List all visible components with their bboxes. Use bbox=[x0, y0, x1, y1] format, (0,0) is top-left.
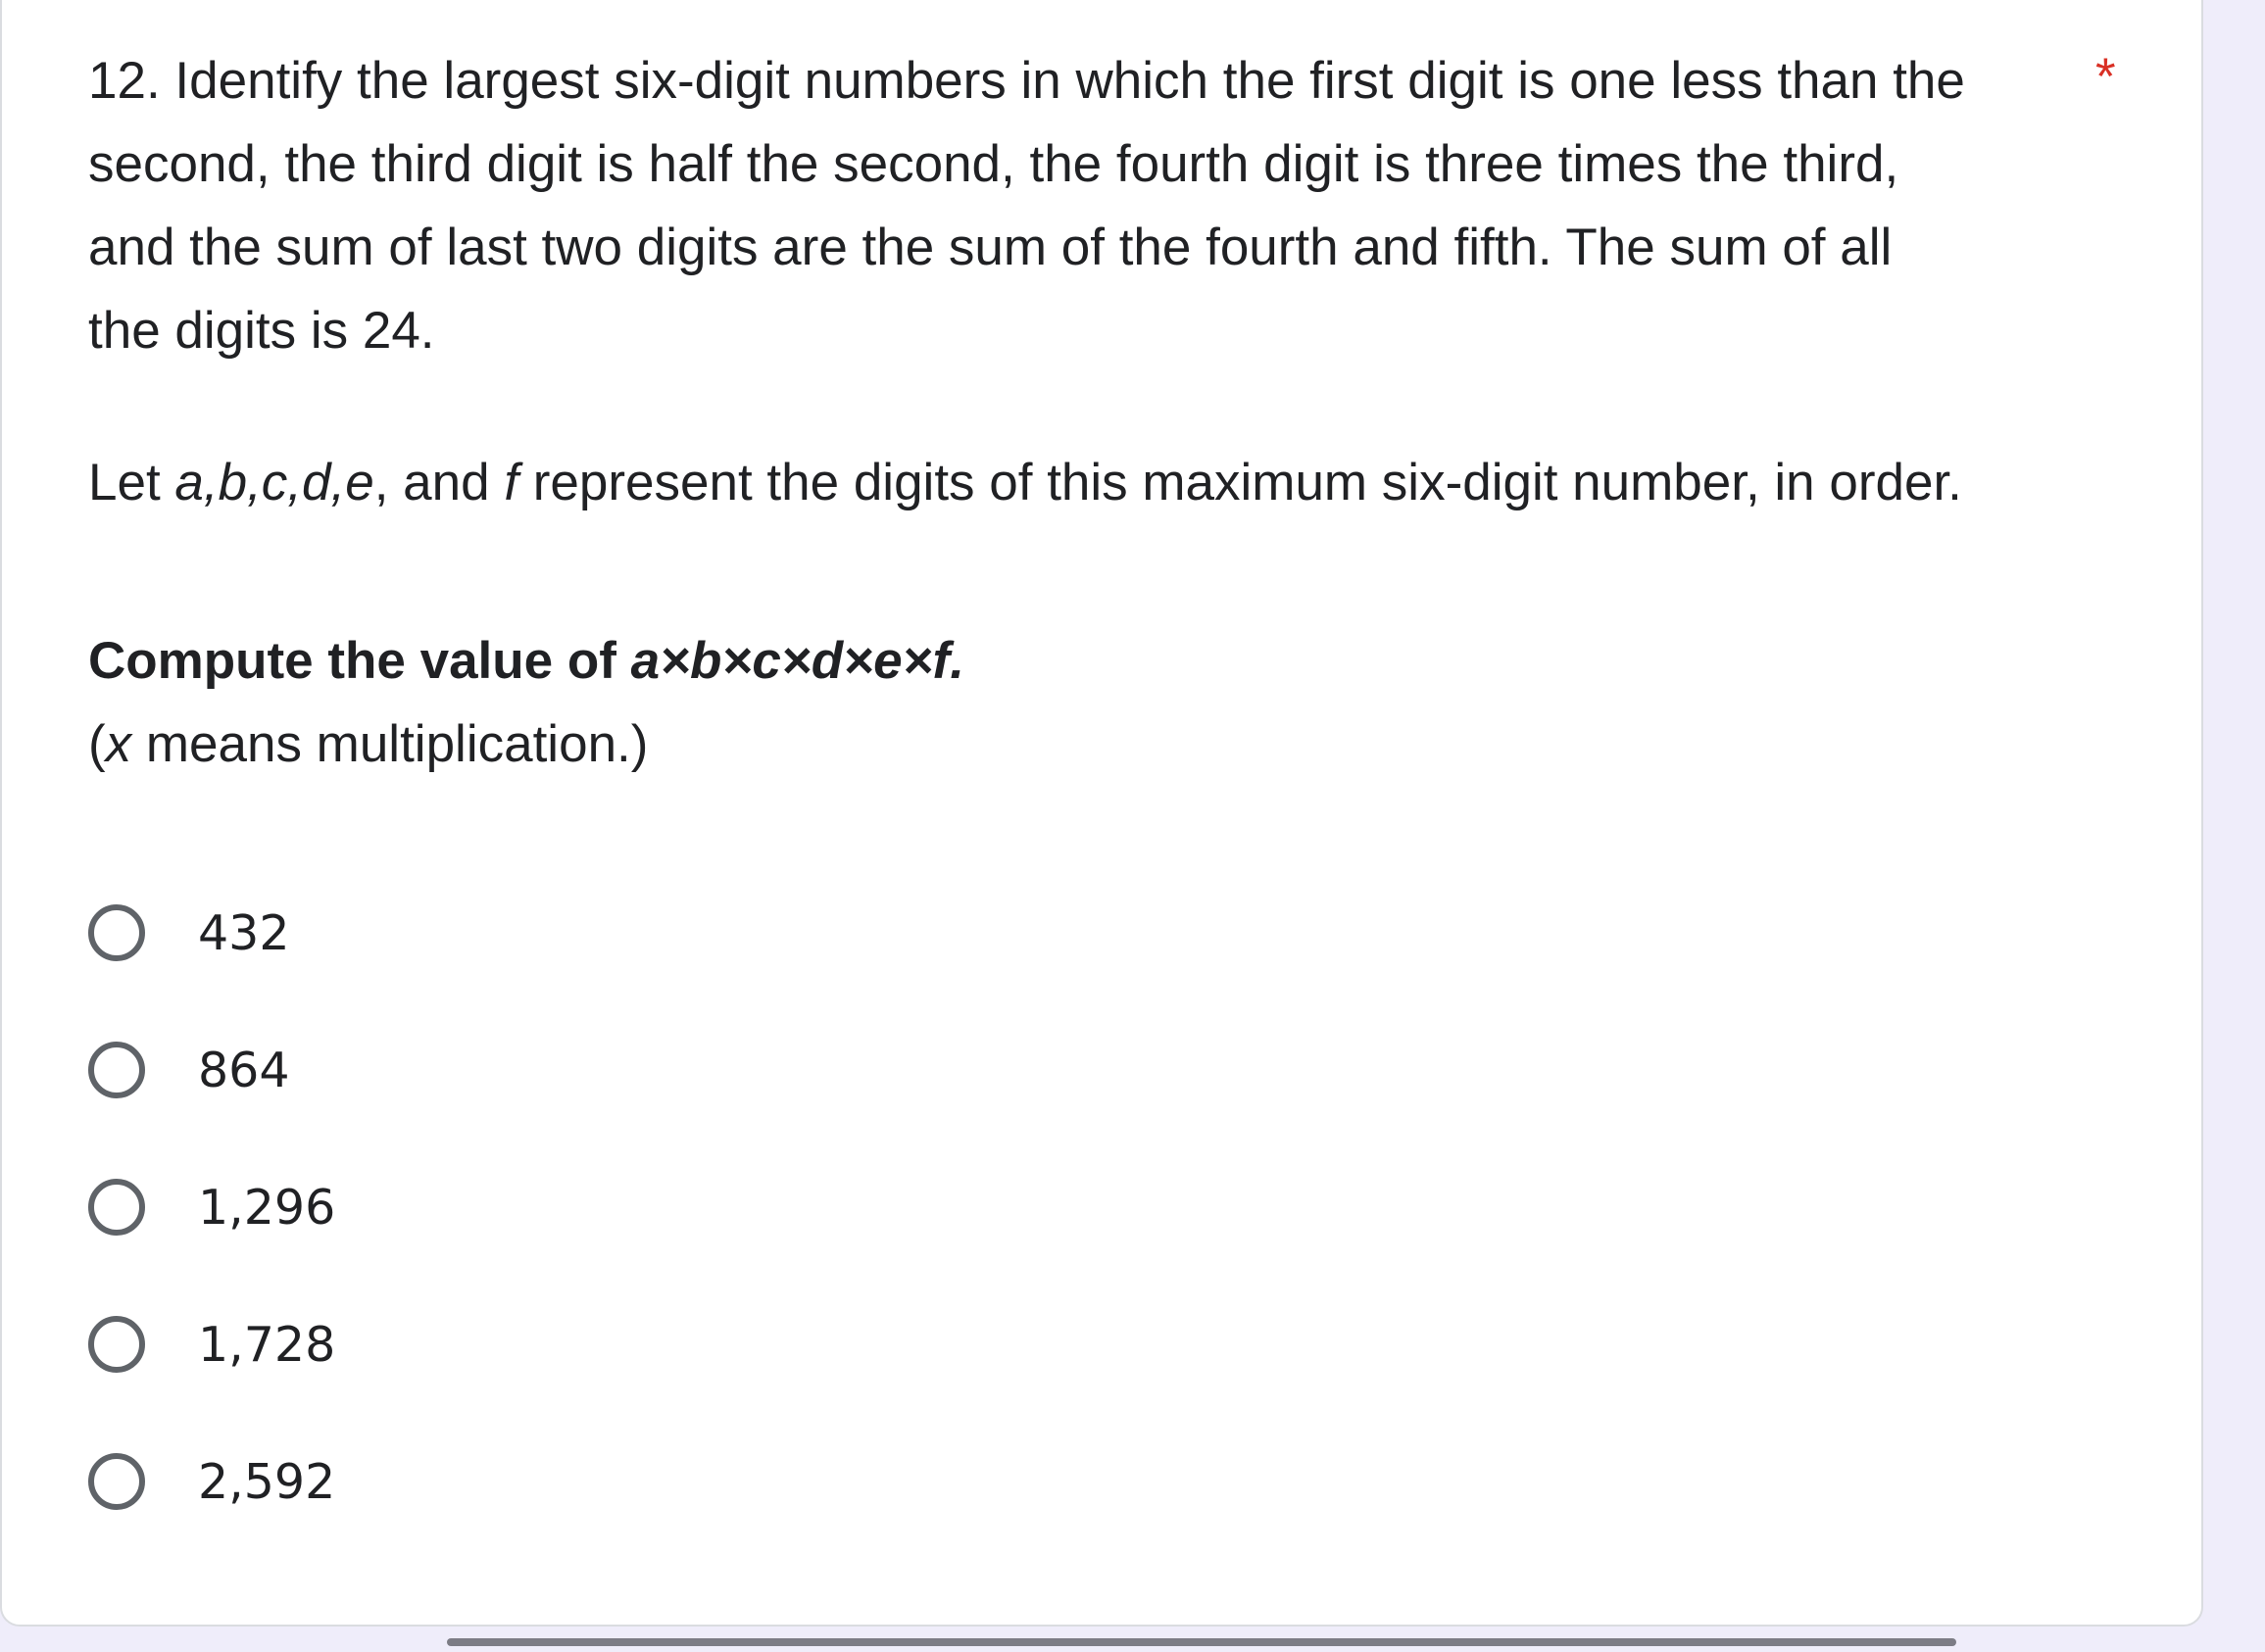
option-1728[interactable] bbox=[88, 1276, 335, 1413]
option-label: 2,592 bbox=[198, 1453, 336, 1510]
answer-options bbox=[88, 864, 335, 1550]
question-description: Let a,b,c,d,e, and f represent the digits of this maximum six-digit number, in order. bbox=[88, 454, 1962, 511]
required-asterisk: * bbox=[2095, 48, 2116, 106]
question-title bbox=[88, 39, 2127, 372]
option-432[interactable] bbox=[88, 864, 335, 1001]
digit-variables: a,b,c,d,e bbox=[174, 454, 374, 511]
option-label: 432 bbox=[198, 904, 290, 961]
instruction-bold-line: Compute the value of a×b×c×d×e×f. bbox=[88, 632, 964, 690]
radio-button[interactable] bbox=[88, 1453, 145, 1510]
horizontal-scrollbar[interactable] bbox=[447, 1638, 1956, 1646]
question-title-line-4: the digits is 24. bbox=[88, 302, 435, 360]
question-instruction bbox=[88, 619, 964, 786]
radio-button[interactable] bbox=[88, 1316, 145, 1373]
radio-button[interactable] bbox=[88, 1042, 145, 1098]
question-title-line-2: second, the third digit is half the second, the fourth digit is three times the third, bbox=[88, 135, 1899, 193]
radio-button[interactable] bbox=[88, 904, 145, 961]
option-label: 1,728 bbox=[198, 1316, 336, 1373]
option-864[interactable] bbox=[88, 1001, 335, 1139]
question-title-line-3: and the sum of last two digits are the sum of the fourth and fifth. The sum of all bbox=[88, 219, 1893, 276]
multiplication-note: (x means multiplication.) bbox=[88, 715, 649, 773]
question-number: 12. bbox=[88, 52, 161, 110]
last-variable: f bbox=[504, 454, 519, 511]
question-title-line-1: 12. Identify the largest six-digit numbers in which the first digit is one less than the bbox=[88, 52, 1965, 110]
option-label: 864 bbox=[198, 1042, 290, 1098]
product-expression: a×b×c×d×e×f. bbox=[630, 632, 964, 690]
option-2592[interactable] bbox=[88, 1413, 335, 1550]
option-1296[interactable] bbox=[88, 1139, 335, 1276]
option-label: 1,296 bbox=[198, 1179, 336, 1236]
radio-button[interactable] bbox=[88, 1179, 145, 1236]
